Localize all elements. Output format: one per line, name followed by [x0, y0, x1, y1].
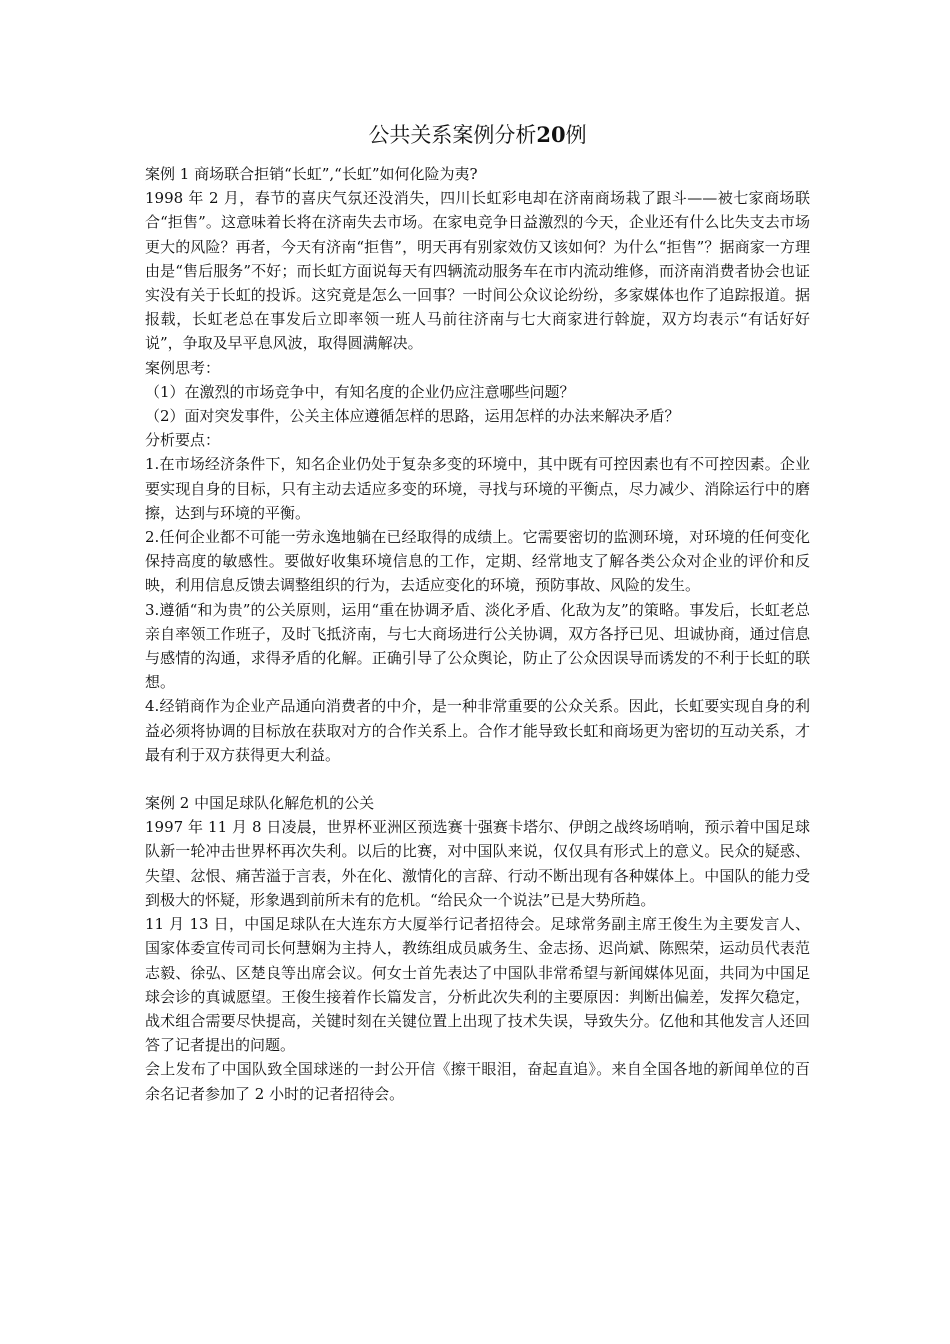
case2-heading: 案例 2 中国足球队化解危机的公关 — [145, 794, 375, 813]
case1-question-1: （1）在激烈的市场竞争中，有知名度的企业仍应注意哪些问题？ — [145, 382, 575, 401]
case1-body: 1998 年 2 月，春节的喜庆气氛还没消失，四川长虹彩电却在济南商场栽了跟斗——被七家商场联合“拒售”。这意味着长将在济南失去市场。在家电竞争日益激烈的今天，企业还有什么比失支去市场更大的风险？再者，今天有济南“拒售”，明天再有别家效仿又该如何？为什么“拒售”？据商家一方理由是“售后服务”不好；而长虹方面说每天有四辆流动服务车在市内流动维修，而济南消费者协会也证实没有关于长虹的投诉。这究竟是怎么一回事？一时间公众议论纷纷，多家媒体也作了追踪报道。据报载，长虹老总在事发后立即率领一班人马前往济南与七大商家进行斡旋，双方均表示“有话好好说”，争取及早平息风波，取得圆满解决。 — [145, 189, 810, 353]
case2-paragraph-2: 11 月 13 日，中国足球队在大连东方大厦举行记者招待会。足球常务副主席王俊生为主要发言人、国家体委宣传司司长何慧娴为主持人，教练组成员戚务生、金志扬、迟尚斌、陈熙荣，运动员代表范志毅、徐弘、区楚良等出席会议。何女士首先表达了中国队非常希望与新闻媒体见面，共同为中国足球会诊的真诚愿望。王俊生接着作长篇发言，分析此次失利的主要原因：判断出偏差，发挥欠稳定，战术组合需要尽快提高，关键时刻在关键位置上出现了技术失误，导致失分。亿他和其他发言人还回答了记者提出的问题。 — [145, 915, 810, 1055]
case1-heading: 案例 1 商场联合拒销“长虹”,“长虹”如何化险为夷? — [145, 165, 478, 183]
case1-point-2: 2.任何企业都不可能一劳永逸地躺在已经取得的成绩上。它需要密切的监测环境，对环境的任何变化保持高度的敏感性。要做好收集环境信息的工作，定期、经常地支了解各类公众对企业的评价和反映，利用信息反馈去调整组织的行为，去适应变化的环境，预防事故、风险的发生。 — [145, 528, 810, 595]
case1-analysis-label: 分析要点： — [145, 431, 221, 450]
title-prefix: 公共关系案例分析 — [368, 123, 537, 147]
case2-paragraph-1: 1997 年 11 月 8 日凌晨，世界杯亚洲区预选赛十强赛卡塔尔、伊朗之战终场哨响，预示着中国足球队新一轮冲击世界杯再次失利。以后的比赛，对中国队来说，仅仅具有形式上的意义。民众的疑惑、失望、忿恨、痛苦溢于言表，外在化、激情化的言辞、行动不断出现有各种媒体上。中国队的能力受到极大的怀疑，形象遇到前所未有的危机。“给民众一个说法”已是大势所趋。 — [145, 818, 810, 909]
title-number: 20 — [536, 122, 566, 147]
title-suffix: 例 — [565, 123, 587, 147]
case1-thinking-label: 案例思考： — [145, 358, 221, 377]
document-title — [145, 118, 810, 152]
document-page — [145, 118, 810, 1106]
case1-point-3: 3.遵循“和为贵”的公关原则，运用“重在协调矛盾、淡化矛盾、化敌为友”的策略。事发后，长虹老总亲自率领工作班子，及时飞抵济南，与七大商场进行公关协调，双方各抒已见、坦诚协商，通过信息与感情的沟通，求得矛盾的化解。正确引导了公众舆论，防止了公众因误导而诱发的不利于长虹的联想。 — [145, 600, 810, 692]
case2-paragraph-3: 会上发布了中国队致全国球迷的一封公开信《擦干眼泪，奋起直追》。来自全国各地的新闻单位的百余名记者参加了 2 小时的记者招待会。 — [145, 1060, 810, 1103]
case1-question-2: （2）面对突发事件，公关主体应遵循怎样的思路，运用怎样的办法来解决矛盾？ — [145, 407, 680, 426]
section-gap — [145, 767, 810, 791]
case1-point-1: 1.在市场经济条件下，知名企业仍处于复杂多变的环境中，其中既有可控因素也有不可控因素。企业要实现自身的目标，只有主动去适应多变的环境，寻找与环境的平衡点，尽力减少、消除运行中的磨擦，达到与环境的平衡。 — [145, 455, 810, 522]
case1-point-4: 4.经销商作为企业产品通向消费者的中介，是一种非常重要的公众关系。因此，长虹要实现自身的利益必须将协调的目标放在获取对方的合作关系上。合作才能导致长虹和商场更为密切的互动关系，才最有利于双方获得更大利益。 — [145, 697, 810, 764]
